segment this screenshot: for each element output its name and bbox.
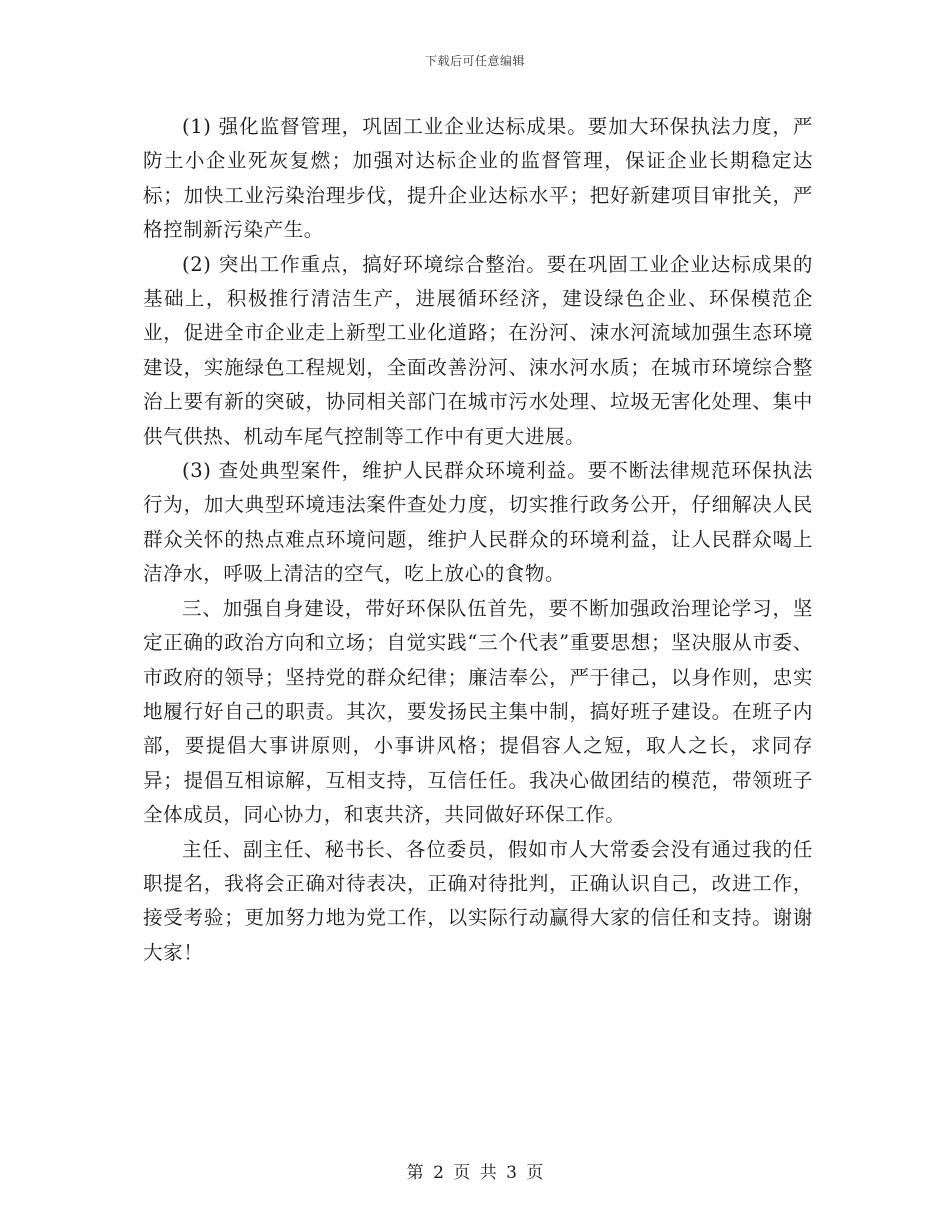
paragraph-closing: 主任、副主任、秘书长、各位委员，假如市人大常委会没有通过我的任职提名，我将会正确对待表决，正确对待批判，正确认识自己，改进工作，接受考验；更加努力地为党工作，以实际行动赢得大家的信任和支持。谢谢大家！ <box>143 837 813 964</box>
page-header: 下载后可任意编辑 <box>424 54 525 68</box>
paragraph-supervision: (1) 强化监督管理，巩固工业企业达标成果。要加大环保执法力度，严防土小企业死灰复燃；加强对达标企业的监督管理，保证企业长期稳定达标；加快工业污染治理步伐，提升企业达标水平；把好新建项目审批关，严格控制新污染产生。 <box>143 115 813 242</box>
paragraph-environment-rectification: (2) 突出工作重点，搞好环境综合整治。要在巩固工业企业达标成果的基础上，积极推行清洁生产，进展循环经济，建设绿色企业、环保模范企业，促进全市企业走上新型工业化道路；在汾河、涑水河流域加强生态环境建设，实施绿色工程规划，全面改善汾河、涑水河水质；在城市环境综合整治上要有新的突破，协同相关部门在城市污水处理、垃圾无害化处理、集中供气供热、机动车尾气控制等工作中有更大进展。 <box>143 252 813 448</box>
paragraph-self-building: 三、加强自身建设，带好环保队伍首先，要不断加强政治理论学习，坚定正确的政治方向和立场；自觉实践“三个代表”重要思想；坚决服从市委、市政府的领导；坚持党的群众纪律；廉洁奉公，严于律己，以身作则，忠实地履行好自己的职责。其次，要发扬民主集中制，搞好班子建设。在班子内部，要提倡大事讲原则，小事讲风格；提倡容人之短，取人之长，求同存异；提倡互相谅解，互相支持，互信任任。我决心做团结的模范，带领班子全体成员，同心协力，和衷共济，共同做好环保工作。 <box>143 596 813 827</box>
document-body <box>143 110 813 970</box>
page-number-footer: 第 2 页 共 3 页 <box>406 1163 544 1183</box>
paragraph-case-investigation: (3) 查处典型案件，维护人民群众环境利益。要不断法律规范环保执法行为，加大典型环境违法案件查处力度，切实推行政务公开，仔细解决人民群众关怀的热点难点环境问题，维护人民群众的环境利益，让人民群众喝上洁净水，呼吸上清洁的空气，吃上放心的食物。 <box>143 459 813 586</box>
